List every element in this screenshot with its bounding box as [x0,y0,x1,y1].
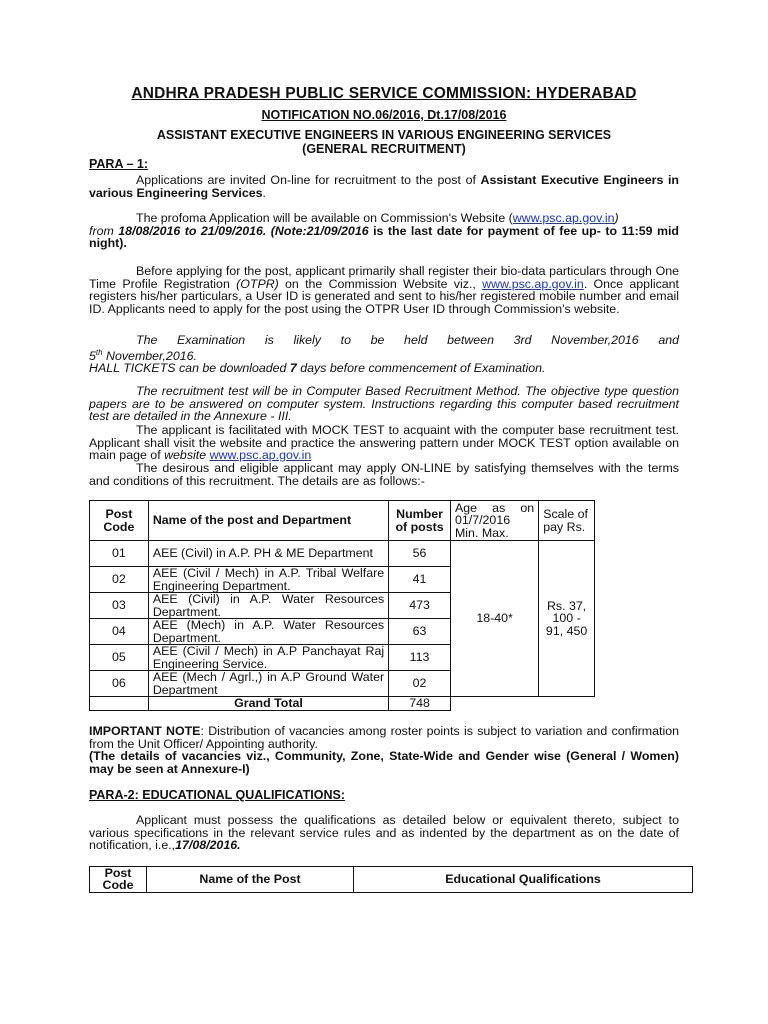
header-post-code: Post Code [90,501,149,541]
grand-total-row [90,697,595,711]
post-subtitle: ASSISTANT EXECUTIVE ENGINEERS IN VARIOUS ENGINEERING SERVICES [156,128,612,142]
website-link[interactable]: www.psc.ap.gov.in [209,448,312,463]
vacancy-details-note: (The details of vacancies viz., Community, Zone, State-Wide and Gender wise (General / Women) may be seen at Annexure-I) [89,749,679,776]
scale-cell: Rs. 37, 100 - 91, 450 [539,541,595,697]
table-header-row [90,867,693,893]
header-age: Age as on 01/7/2016 Min. Max. [450,501,538,541]
header-scale: Scale of pay Rs. [539,501,595,541]
exam-paragraph: The Examination is likely to be held between 3rd November,2016 and 5th November,2016. HALL TICKETS can be downloaded 7 days before commencement of Examination. [89,333,679,376]
para2-heading: PARA-2: EDUCATIONAL QUALIFICATIONS: [89,788,346,802]
table-row: 02 AEE (Civil / Mech) in A.P. Tribal Welfare Engineering Department. 41 [90,567,595,593]
table-row: 05 AEE (Civil / Mech) in A.P Panchayat Raj Engineering Service. 113 [90,645,595,671]
table-row: 01 AEE (Civil) in A.P. PH & ME Department 56 18-40* Rs. 37, 100 - 91, 450 [90,541,595,567]
header-post-name: Name of the Post [147,867,354,893]
grand-total-value: 748 [389,697,451,711]
recruitment-type: (GENERAL RECRUITMENT) [302,142,466,156]
page-title: ANDHRA PRADESH PUBLIC SERVICE COMMISSION: HYDERABAD [131,85,637,102]
vacancy-table [89,500,595,711]
otpr-paragraph: Before applying for the post, applicant primarily shall register their bio-data particulars through One Time Profile Registration (OTPR) on the Commission Website viz., www.psc.ap.gov.in. Once applicant registers his/her particulars, a User ID is generated and sent to his/her registered mobile number and email ID. Applicants need to apply for the post using the OTPR User ID through Commission's website. [89,264,679,316]
notification-number: NOTIFICATION NO.06/2016, Dt.17/08/2016 [261,108,507,122]
table-row: 06 AEE (Mech / Agrl.,) in A.P Ground Water Department 02 [90,671,595,697]
para1-heading: PARA – 1: [89,157,149,171]
website-link[interactable]: www.psc.ap.gov.in [482,276,584,291]
header-post-code: Post Code [90,867,147,893]
important-note: IMPORTANT NOTE: Distribution of vacancies among roster points is subject to variation and confirmation from the Unit Officer/ Appointing authority. [89,724,680,751]
mock-test-paragraph: The applicant is facilitated with MOCK TEST to acquaint with the computer base recruitment test. Applicant shall visit the website and practice the answering pattern under MOCK TEST option available on main page of website www.psc.ap.gov.in [89,423,679,463]
desirous-paragraph: The desirous and eligible applicant may apply ON-LINE by satisfying themselves with the terms and conditions of this recruitment. The details are as follows:- [89,461,679,488]
cbrt-paragraph: The recruitment test will be in Computer Based Recruitment Method. The objective type question papers are to be answered on computer system. Instructions regarding this computer based recruitment test are detailed in the Annexure - III. [89,384,679,424]
grand-total-label: Grand Total [148,697,388,711]
header-qualifications: Educational Qualifications [354,867,693,893]
table-row: 03 AEE (Civil) in A.P. Water Resources Department. 473 [90,593,595,619]
table-row: 04 AEE (Mech) in A.P. Water Resources Department. 63 [90,619,595,645]
header-post-name: Name of the post and Department [148,501,388,541]
age-cell: 18-40* [450,541,538,697]
website-link[interactable]: www.psc.ap.gov.in [512,211,615,225]
header-number-posts: Number of posts [389,501,451,541]
invite-paragraph: Applications are invited On-line for recruitment to the post of Assistant Executive Engineers in various Engineering Services. [89,173,679,200]
qualification-paragraph: Applicant must possess the qualifications as detailed below or equivalent thereto, subject to various specifications in the relevant service rules and as indented by the department as on the date of notification, i.e.,17/08/2016. [89,813,679,853]
table-header-row [90,501,595,541]
qualifications-table [89,866,693,893]
profoma-paragraph: The profoma Application will be available on Commission's Website (www.psc.ap.gov.in) from 18/08/2016 to 21/09/2016. (Note:21/09/2016 is the last date for payment of fee up- to 11:59 mid night). [89,211,679,251]
